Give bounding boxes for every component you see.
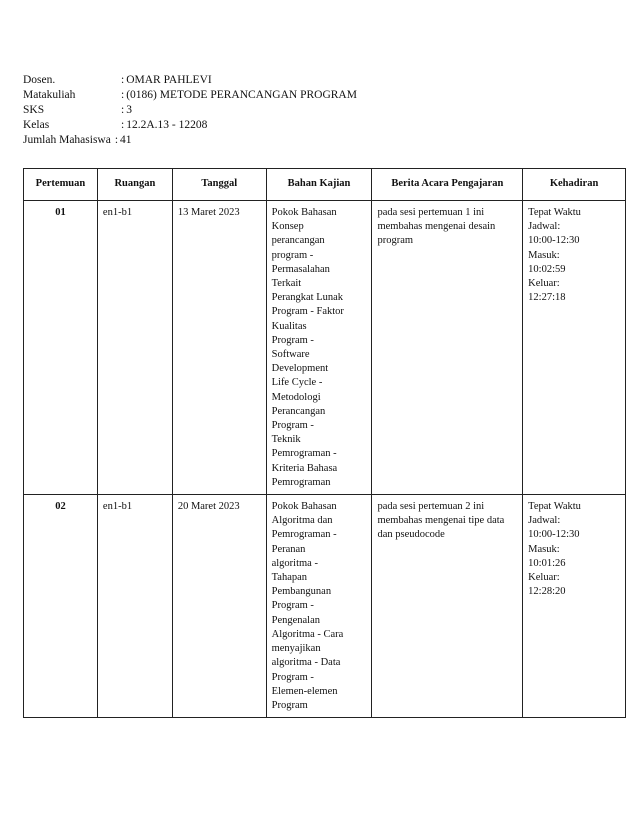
matakuliah-row [23,88,357,103]
sks-row [23,103,357,118]
kelas-value: 12.2A.13 - 12208 [126,119,208,131]
pertemuan-cell: 01 [24,201,98,495]
berita-acara-cell: pada sesi pertemuan 2 ini membahas mengenai tipe data dan pseudocode [372,495,523,718]
matakuliah-label: Matakuliah [23,89,76,101]
jumlah-label: Jumlah Mahasiswa [23,134,111,146]
matakuliah-value: (0186) METODE PERANCANGAN PROGRAM [126,89,357,101]
sks-value: 3 [126,104,132,116]
tanggal-cell: 13 Maret 2023 [172,201,266,495]
jumlah-row [23,133,357,148]
kehadiran-cell: Tepat Waktu Jadwal: 10:00-12:30 Masuk: 10:02:59 Keluar: 12:27:18 [523,201,626,495]
course-info-header [23,73,357,148]
berita-acara-cell: pada sesi pertemuan 1 ini membahas mengenai desain program [372,201,523,495]
attendance-table [23,168,626,718]
separator: : [114,134,119,146]
jumlah-value: 41 [120,134,132,146]
ruangan-cell: en1-b1 [97,495,172,718]
tanggal-cell: 20 Maret 2023 [172,495,266,718]
bahan-kajian-cell: Pokok Bahasan Konsep perancangan program - Permasalahan Terkait Perangkat Lunak Program - Faktor Kualitas Program - Software Development Life Cycle - Metodologi Perancangan Program - Teknik Pemrograman - Kriteria Bahasa Pemrograman [266,201,372,495]
col-header-tanggal: Tanggal [172,169,266,201]
dosen-label: Dosen. [23,74,56,86]
col-header-berita-acara: Berita Acara Pengajaran [372,169,523,201]
pertemuan-cell: 02 [24,495,98,718]
col-header-pertemuan: Pertemuan [24,169,98,201]
separator: : [121,89,125,101]
separator: : [121,104,125,116]
separator: : [121,74,125,86]
col-header-bahan-kajian: Bahan Kajian [266,169,372,201]
sks-label: SKS [23,104,45,116]
table-header-row [24,169,626,201]
ruangan-cell: en1-b1 [97,201,172,495]
table-row [24,495,626,718]
kelas-label: Kelas [23,119,50,131]
kelas-row [23,118,357,133]
dosen-value: OMAR PAHLEVI [126,74,212,86]
col-header-kehadiran: Kehadiran [523,169,626,201]
table-row [24,201,626,495]
separator: : [121,119,125,131]
bahan-kajian-cell: Pokok Bahasan Algoritma dan Pemrograman - Peranan algoritma - Tahapan Pembangunan Program - Pengenalan Algoritma - Cara menyajikan algoritma - Data Program - Elemen-elemen Program [266,495,372,718]
kehadiran-cell: Tepat Waktu Jadwal: 10:00-12:30 Masuk: 10:01:26 Keluar: 12:28:20 [523,495,626,718]
dosen-row [23,73,357,88]
col-header-ruangan: Ruangan [97,169,172,201]
